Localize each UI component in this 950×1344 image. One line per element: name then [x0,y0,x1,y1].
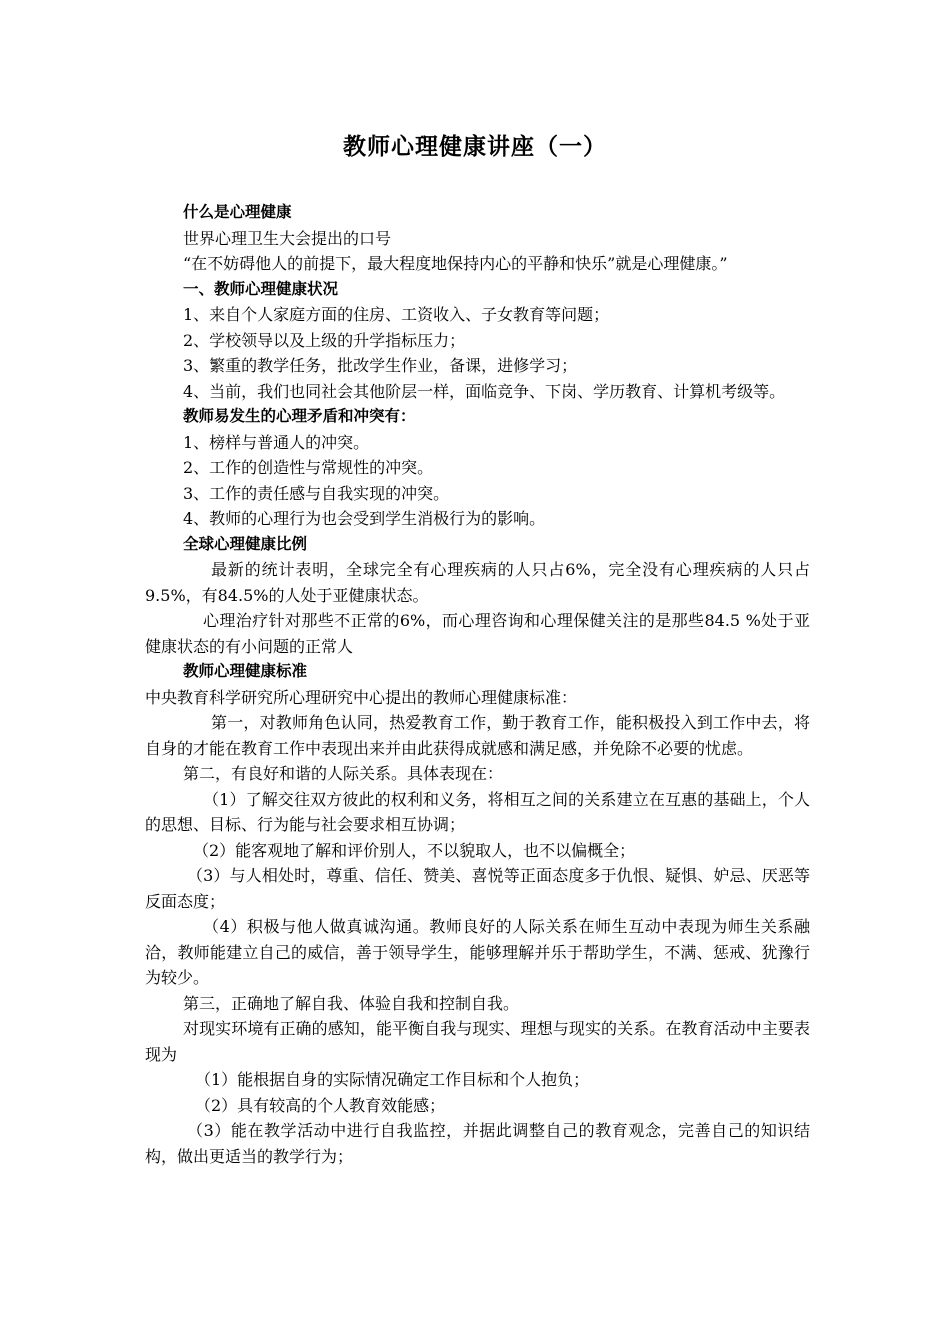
paragraph: 2、学校领导以及上级的升学指标压力； [183,330,466,350]
paragraph: 中央教育科学研究所心理研究中心提出的教师心理健康标准： [145,687,578,707]
section-heading: 一、教师心理健康状况 [183,279,339,298]
section-heading: 什么是心理健康 [183,203,292,221]
paragraph: 2、工作的创造性与常规性的冲突。 [183,458,434,477]
paragraph: 1、榜样与普通人的冲突。 [183,432,370,452]
paragraph: （1）了解交往双方彼此的权利和义务，将相互之间的关系建立在互惠的基础上，个人的思想、目标、行为能与社会要求相互协调； [145,789,810,834]
paragraph: 4、当前，我们也同社会其他阶层一样，面临竞争、下岗、学历教育、计算机考级等。 [183,381,786,401]
section-heading: 全球心理健康比例 [183,534,308,553]
paragraph: （3）与人相处时，尊重、信任、赞美、喜悦等正面态度多于仇恨、疑惧、妒忌、厌恶等反面态度； [145,866,810,911]
section-heading: 教师易发生的心理矛盾和冲突有： [183,407,416,425]
paragraph: 4、教师的心理行为也会受到学生消极行为的影响。 [183,509,546,528]
paragraph: 对现实环境有正确的感知，能平衡自我与现实、理想与现实的关系。在教育活动中主要表现为 [145,1019,810,1064]
page-title: 教师心理健康讲座（一） [343,134,607,160]
paragraph: 1、来自个人家庭方面的住房、工资收入、子女教育等问题； [183,305,610,324]
paragraph: 第一，对教师角色认同，热爱教育工作，勤于教育工作，能积极投入到工作中去，将自身的才能在教育工作中表现出来并由此获得成就感和满足感，并免除不必要的忧虑。 [145,713,810,758]
paragraph: 心理治疗针对那些不正常的6%，而心理咨询和心理保健关注的是那些84.5 %处于亚健康状态的有小问题的正常人 [145,611,810,656]
paragraph: 世界心理卫生大会提出的口号 [183,228,392,248]
paragraph: （2）能客观地了解和评价别人，不以貌取人，也不以偏概全； [193,840,636,860]
paragraph: 最新的统计表明，全球完全有心理疾病的人只占6%，完全没有心理疾病的人只占9.5%，有84.5%的人处于亚健康状态。 [145,560,810,605]
paragraph: “在不妨碍他人的前提下，最大程度地保持内心的平静和快乐”就是心理健康。” [183,254,728,273]
paragraph: （3）能在教学活动中进行自我监控，并据此调整自己的教育观念，完善自己的知识结构，做出更适当的教学行为； [145,1121,810,1166]
paragraph: 3、工作的责任感与自我实现的冲突。 [183,483,450,503]
paragraph: 3、繁重的教学任务，批改学生作业，备课，进修学习； [183,356,578,375]
document-body [145,200,810,1169]
section-heading: 教师心理健康标准 [183,662,308,680]
paragraph: （2）具有较高的个人教育效能感； [195,1095,446,1115]
paragraph: 第二，有良好和谐的人际关系。具体表现在： [183,764,504,783]
paragraph: （4）积极与他人做真诚沟通。教师良好的人际关系在师生互动中表现为师生关系融洽，教师能建立自己的威信，善于领导学生，能够理解并乐于帮助学生，不满、惩戒、犹豫行为较少。 [145,917,810,987]
paragraph: （1）能根据自身的实际情况确定工作目标和个人抱负； [195,1070,590,1089]
paragraph: 第三，正确地了解自我、体验自我和控制自我。 [183,993,520,1013]
